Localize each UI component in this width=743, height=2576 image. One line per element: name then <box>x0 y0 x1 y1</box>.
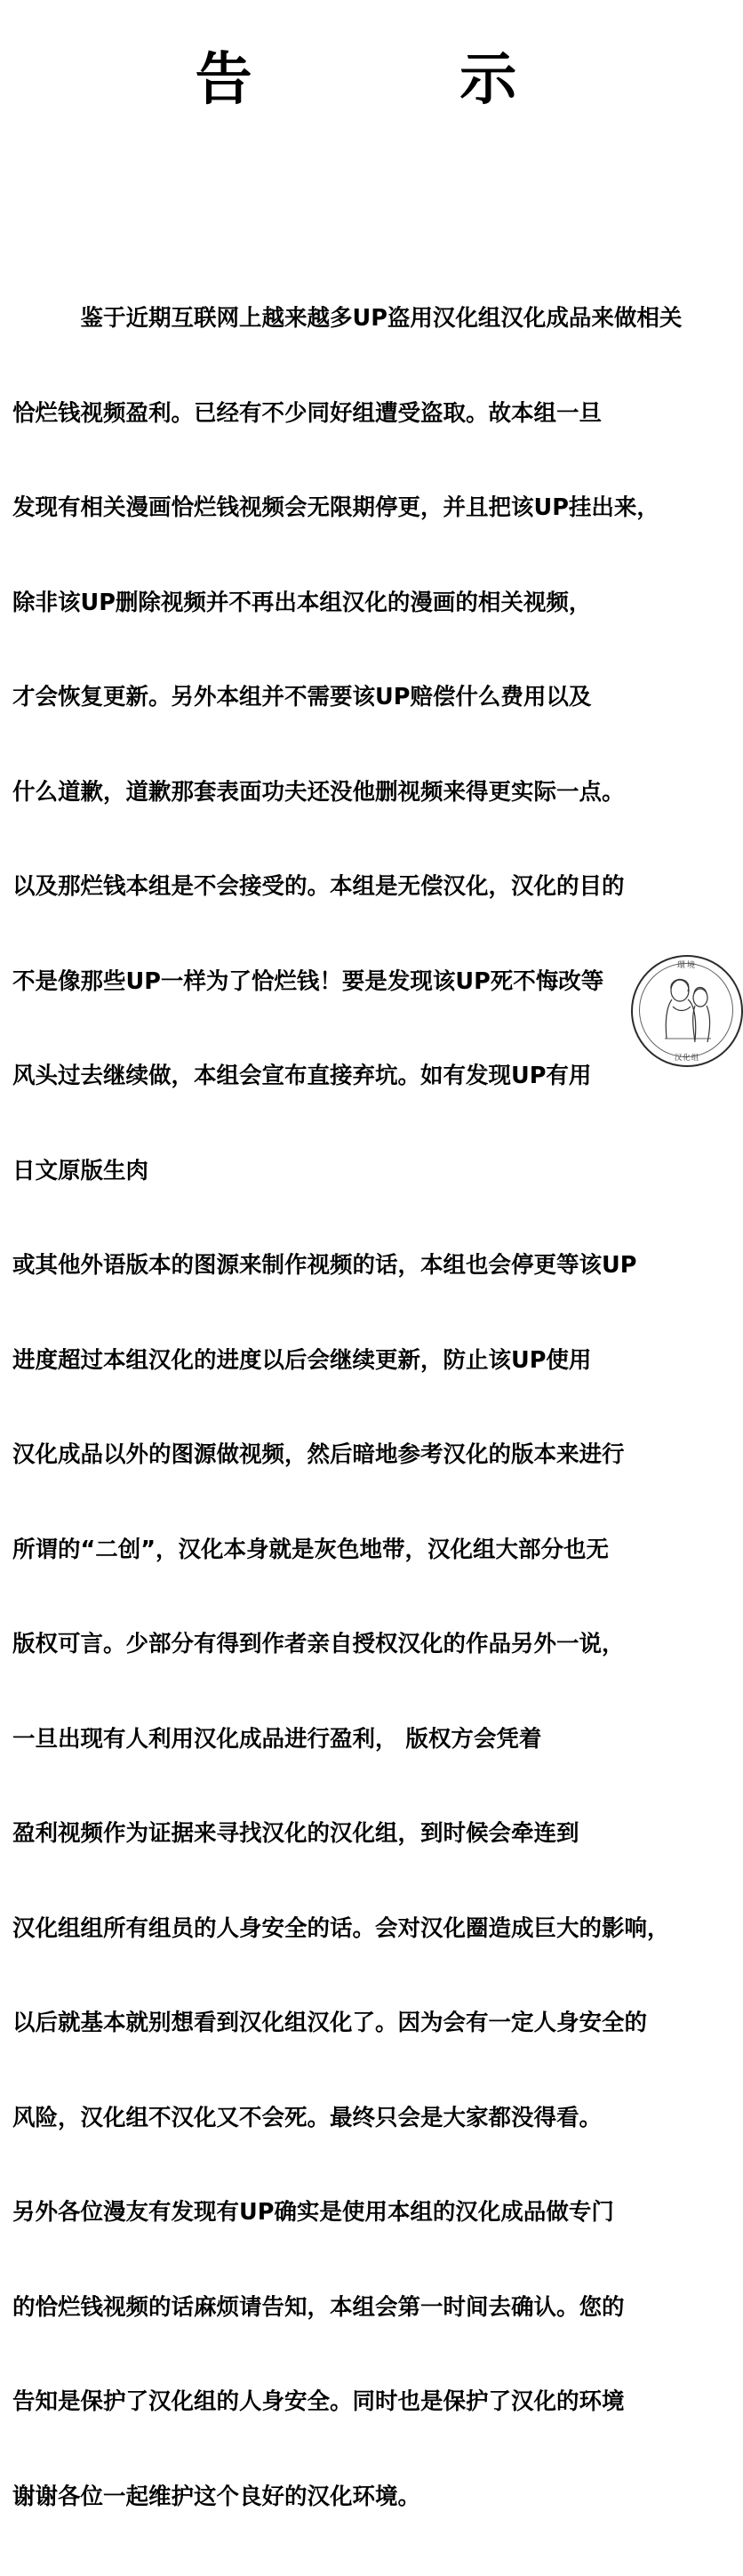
notice-line: 告知是保护了汉化组的人身安全。同时也是保护了汉化的环境 <box>12 2388 625 2415</box>
notice-line: 什么道歉，道歉那套表面功夫还没他删视频来得更实际一点。 <box>12 778 625 806</box>
notice-line: 或其他外语版本的图源来制作视频的话，本组也会停更等该UP <box>12 1252 637 1279</box>
notice-line: 不是像那些UP一样为了恰烂钱！要是发现该UP死不悔改等 <box>12 967 604 995</box>
notice-line: 另外各位漫友有发现有UP确实是使用本组的汉化成品做专门 <box>12 2199 614 2226</box>
notice-line: 才会恢复更新。另外本组并不需要该UP赔偿什么费用以及 <box>12 684 592 710</box>
notice-line: 风险，汉化组不汉化又不会死。最终只会是大家都没得看。 <box>12 2104 603 2131</box>
watermark-top-text: 環境 <box>676 961 697 970</box>
watermark-circle <box>631 955 743 1067</box>
notice-line: 除非该UP删除视频并不再出本组汉化的漫画的相关视频， <box>12 589 592 616</box>
watermark-bottom-text: 汉化组 <box>674 1054 700 1063</box>
notice-line: 的恰烂钱视频的话麻烦请告知，本组会第一时间去确认。您的 <box>12 2293 625 2321</box>
notice-line: 汉化组组所有组员的人身安全的话。会对汉化圈造成巨大的影响， <box>12 1914 670 1942</box>
notice-line: 盈利视频作为证据来寻找汉化的汉化组，到时候会牵连到 <box>12 1820 579 1847</box>
notice-line: 一旦出现有人利用汉化成品进行盈利， 版权方会凭着 <box>12 1725 542 1753</box>
notice-line: 风头过去继续做，本组会宣布直接弃坑。如有发现UP有用 <box>12 1063 592 1089</box>
notice-line: 发现有相关漫画恰烂钱视频会无限期停更，并且把该UP挂出来， <box>12 494 659 521</box>
notice-line: 所谓的“二创”，汉化本身就是灰色地带，汉化组大部分也无 <box>12 1536 610 1563</box>
notice-line: 汉化成品以外的图源做视频，然后暗地参考汉化的版本来进行 <box>12 1441 625 1468</box>
notice-line: 鉴于近期互联网上越来越多UP盗用汉化组汉化成品来做相关 <box>12 305 683 332</box>
watermark-figure-icon <box>656 976 718 1046</box>
page-title: 告 示 <box>195 47 548 113</box>
notice-body <box>12 240 731 2576</box>
notice-line: 进度超过本组汉化的进度以后会继续更新，防止该UP使用 <box>12 1346 592 1374</box>
notice-line: 以及那烂钱本组是不会接受的。本组是无偿汉化，汉化的目的 <box>12 873 625 900</box>
group-watermark <box>631 955 739 1063</box>
notice-line: 日文原版生肉 <box>12 1157 149 1184</box>
notice-line: 谢谢各位一起维护这个良好的汉化环境。 <box>12 2483 421 2510</box>
notice-line: 恰烂钱视频盈利。已经有不少同好组遭受盗取。故本组一旦 <box>12 399 603 427</box>
notice-paragraph <box>12 240 731 2576</box>
notice-line: 以后就基本就别想看到汉化组汉化了。因为会有一定人身安全的 <box>12 2010 648 2036</box>
notice-line: 版权可言。少部分有得到作者亲自授权汉化的作品另外一说， <box>12 1631 625 1657</box>
